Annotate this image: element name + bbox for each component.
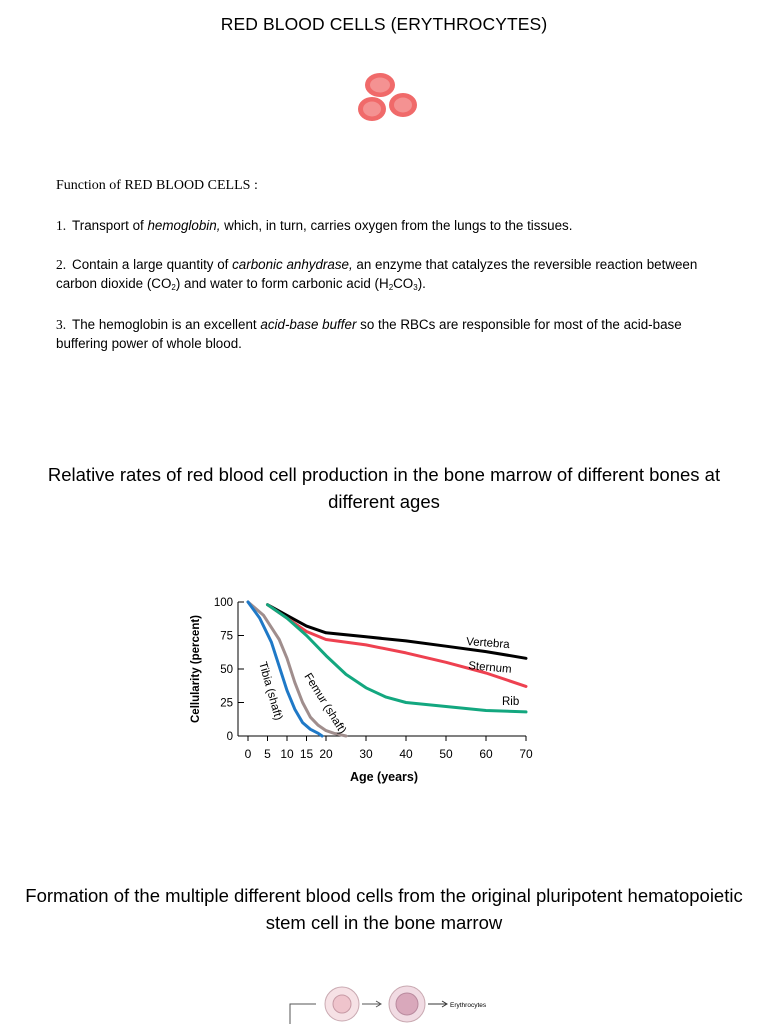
x-tick-label: 70 xyxy=(519,747,533,761)
stem-cell-icon xyxy=(325,987,359,1021)
red-blood-cells-icon xyxy=(350,66,430,128)
series-label: Tibia (shaft) xyxy=(256,660,285,722)
function-text: so the RBCs are responsible for most of the acid-base buffering power of whole blood. xyxy=(56,317,682,351)
series-line-rib xyxy=(268,605,527,712)
arrow-icon xyxy=(428,1001,447,1007)
function-item-2 xyxy=(56,255,716,297)
functions-heading: Function of RED BLOOD CELLS : xyxy=(56,178,258,193)
function-item-3 xyxy=(56,315,716,353)
formation-heading: Formation of the multiple different blood cells from the original pluripotent hematopoietic stem cell in the bone marrow xyxy=(25,885,743,933)
series-label: Vertebra xyxy=(465,636,511,652)
x-tick-label: 50 xyxy=(439,747,453,761)
x-axis-label: Age (years) xyxy=(349,770,419,784)
italic-term: hemoglobin, xyxy=(147,218,221,233)
y-axis-label: Cellularity (percent) xyxy=(190,615,202,723)
subscript: 2 xyxy=(388,283,394,292)
rbc-cell-top xyxy=(365,73,395,97)
function-number: 2. xyxy=(56,257,67,272)
function-text: Contain a large quantity of xyxy=(72,257,233,272)
function-text: ). xyxy=(417,276,426,291)
function-text: CO xyxy=(393,276,414,291)
y-tick-label: 25 xyxy=(220,697,233,710)
subscript: 2 xyxy=(171,283,176,292)
x-tick-label: 40 xyxy=(399,747,413,761)
y-tick-label: 50 xyxy=(220,664,233,676)
series-label: Femur (shaft) xyxy=(301,671,349,737)
function-number: 3. xyxy=(56,317,67,332)
hematopoiesis-diagram xyxy=(280,980,520,1024)
arrow-icon xyxy=(362,1001,381,1007)
chart-heading: Relative rates of red blood cell production in the bone marrow of different bones at different ages xyxy=(47,464,721,512)
function-text: The hemoglobin is an excellent xyxy=(72,317,261,332)
y-tick-label: 100 xyxy=(213,597,233,609)
y-tick-label: 0 xyxy=(226,731,233,743)
series-label: Sternum xyxy=(467,660,513,676)
x-tick-label: 10 xyxy=(280,747,294,761)
cellularity-chart xyxy=(180,586,550,796)
function-number: 1. xyxy=(56,218,67,233)
y-tick-label: 75 xyxy=(220,630,233,643)
x-tick-label: 15 xyxy=(299,747,314,761)
diagram-label-erythrocytes: Erythrocytes xyxy=(450,1002,487,1009)
italic-term: carbonic anhydrase, xyxy=(232,257,353,272)
function-text: ) and water to form carbonic acid (H xyxy=(175,276,389,291)
x-tick-label: 0 xyxy=(244,747,252,761)
page-title: RED BLOOD CELLS (ERYTHROCYTES) xyxy=(220,14,548,34)
rbc-cell-right xyxy=(389,93,417,117)
subscript: 3 xyxy=(413,283,418,292)
function-text: an enzyme that catalyzes the reversible reaction between carbon dioxide (CO xyxy=(56,257,698,291)
function-text: which, in turn, carries oxygen from the lungs to the tissues. xyxy=(220,218,573,233)
italic-term: acid-base buffer xyxy=(260,317,357,332)
x-tick-label: 60 xyxy=(479,747,493,761)
series-label: Rib xyxy=(502,696,520,708)
x-tick-label: 5 xyxy=(264,747,271,761)
x-tick-label: 30 xyxy=(359,747,373,761)
rbc-cell-left xyxy=(358,97,386,121)
function-item-1 xyxy=(56,216,716,235)
progenitor-cell-icon xyxy=(389,986,425,1022)
function-text: Transport of xyxy=(72,218,148,233)
x-tick-label: 20 xyxy=(319,747,333,761)
diagram-connector xyxy=(290,1004,316,1024)
